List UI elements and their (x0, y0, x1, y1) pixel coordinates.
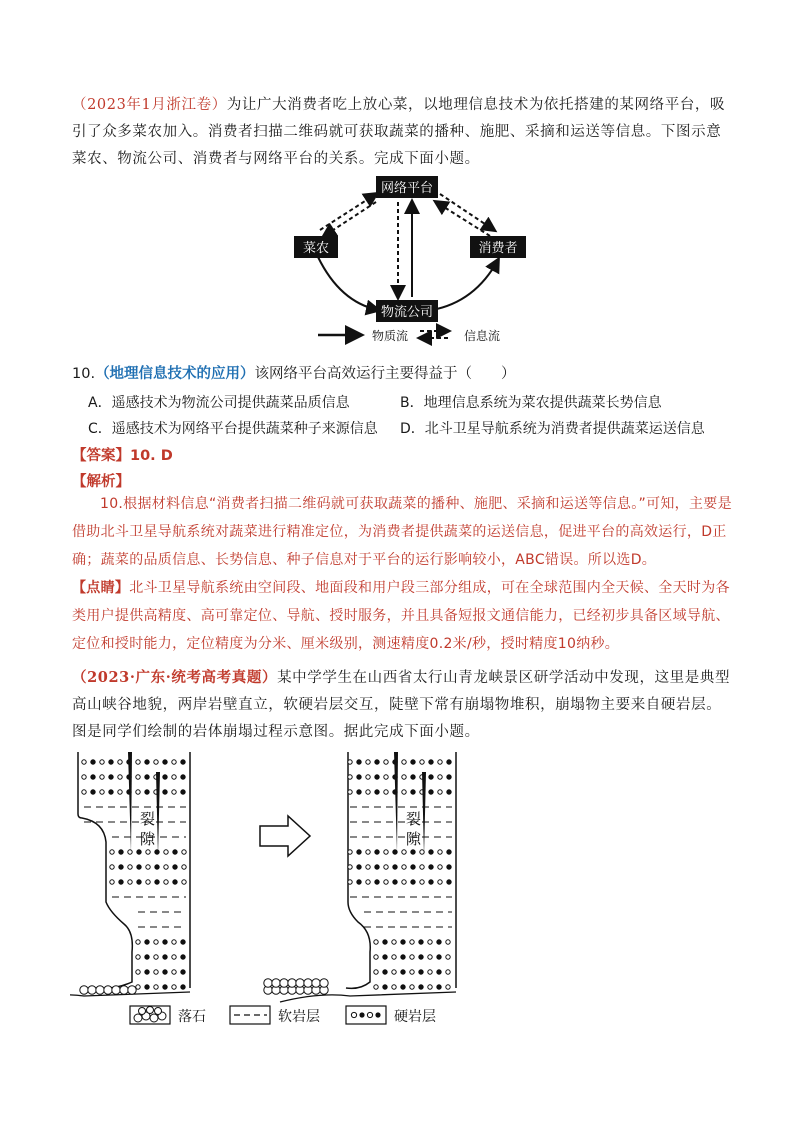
hard-rock-dot (173, 865, 177, 869)
hard-rock-dot (110, 865, 114, 869)
hard-rock-dot (172, 970, 176, 974)
option-c: C．遥感技术为网络平台提供蔬菜种子来源信息 (88, 421, 378, 437)
hard-rock-dot (181, 775, 185, 779)
hard-rock-dot (181, 940, 185, 944)
hard-rock-dot (429, 865, 433, 869)
rockfall-boulder (112, 986, 120, 994)
hard-rock-dot (348, 790, 352, 794)
hard-rock-dot (447, 880, 451, 884)
hard-rock-dot (145, 985, 149, 989)
hard-rock-dot (348, 865, 352, 869)
answer-value: 10. D (130, 448, 173, 464)
hard-rock-dot (401, 955, 405, 959)
hard-rock-dot (164, 880, 168, 884)
hard-rock-dot (357, 865, 361, 869)
hard-rock-dot (181, 985, 185, 989)
hard-rock-dot (446, 970, 450, 974)
rockfall-boulder (320, 979, 328, 987)
hard-rock-dot (164, 850, 168, 854)
info-flow-farmer-platform (320, 194, 376, 230)
hard-rock-dot (402, 775, 406, 779)
hard-rock-dot (411, 865, 415, 869)
hard-rock-dot (154, 760, 158, 764)
info-flow-platform-consumer (440, 194, 494, 230)
hard-rock-dot (447, 775, 451, 779)
legend-rockfall-text: 落石 (178, 1009, 206, 1025)
hard-rock-dot (348, 760, 352, 764)
hard-rock-dot (146, 850, 150, 854)
hard-rock-dot (392, 955, 396, 959)
hard-rock-dot (110, 880, 114, 884)
legend-info-text: 信息流 (464, 329, 501, 343)
hard-rock-dot (109, 760, 113, 764)
crack-label: 隙 (406, 830, 422, 848)
hard-rock-dot (374, 940, 378, 944)
crack-line (156, 772, 160, 856)
hard-rock-dot (438, 865, 442, 869)
legend-hard-text: 硬岩层 (394, 1009, 436, 1025)
hard-rock-dot (163, 790, 167, 794)
hard-rock-dot (119, 880, 123, 884)
hard-rock-dot (410, 985, 414, 989)
hard-rock-dot (109, 790, 113, 794)
hard-rock-dot (419, 940, 423, 944)
hard-rock-dot (366, 760, 370, 764)
hard-rock-dot (438, 850, 442, 854)
hard-rock-dot (357, 775, 361, 779)
hard-rock-dot (383, 955, 387, 959)
hard-rock-dot (145, 790, 149, 794)
answer-line (72, 444, 173, 465)
hard-rock-dot (393, 865, 397, 869)
rockfall-boulder (280, 979, 288, 987)
rockfall-boulder (264, 979, 272, 987)
hard-rock-dot (136, 940, 140, 944)
hard-rock-dot (82, 790, 86, 794)
hard-rock-dot (438, 880, 442, 884)
hard-rock-dot (429, 760, 433, 764)
hard-rock-dot (128, 850, 132, 854)
crack-label: 裂 (406, 810, 422, 828)
hard-rock-dot (119, 850, 123, 854)
hard-rock-dot (419, 985, 423, 989)
hard-rock-dot (182, 850, 186, 854)
hard-rock-dot (384, 790, 388, 794)
hard-rock-dot (357, 760, 361, 764)
hard-rock-dot (437, 955, 441, 959)
hard-rock-dot (137, 865, 141, 869)
hard-rock-dot (128, 865, 132, 869)
hard-rock-dot (401, 940, 405, 944)
hard-rock-dot (118, 790, 122, 794)
hard-rock-dot (429, 790, 433, 794)
hard-rock-dot (383, 970, 387, 974)
hard-rock-dot (384, 850, 388, 854)
hard-rock-dot (375, 865, 379, 869)
hard-rock-dot (182, 880, 186, 884)
hard-rock-dot (100, 775, 104, 779)
hard-rock-dot (429, 880, 433, 884)
hard-rock-dot (181, 760, 185, 764)
hard-rock-dot (438, 760, 442, 764)
option-b: B．地理信息系统为菜农提供蔬菜长势信息 (400, 395, 662, 411)
crack-line (394, 752, 398, 852)
hard-rock-dot (420, 760, 424, 764)
hard-rock-dot (374, 955, 378, 959)
legend-soft-symbol (230, 1006, 270, 1024)
node-logistics: 物流公司 (380, 305, 434, 320)
option-d: D．北斗卫星导航系统为消费者提供蔬菜运送信息 (400, 421, 705, 437)
hard-rock-dot (419, 955, 423, 959)
rock-collapse-diagram (70, 748, 470, 1038)
hard-rock-dot (163, 940, 167, 944)
cliff-face-line (346, 752, 370, 988)
hard-rock-dot (384, 760, 388, 764)
hard-rock-dot (401, 985, 405, 989)
hard-rock-dot (429, 850, 433, 854)
hard-rock-dot (384, 775, 388, 779)
hard-rock-dot (100, 790, 104, 794)
hard-rock-dot (374, 970, 378, 974)
hard-rock-dot (91, 775, 95, 779)
hard-rock-dot (447, 760, 451, 764)
hard-rock-dot (110, 850, 114, 854)
rockfall-boulder (304, 979, 312, 987)
hard-rock-dot (164, 865, 168, 869)
hard-rock-dot (419, 970, 423, 974)
hard-rock-dot (154, 970, 158, 974)
hard-rock-dot (163, 970, 167, 974)
option-a: A．遥感技术为物流公司提供蔬菜品质信息 (88, 395, 350, 411)
hard-rock-dot (181, 955, 185, 959)
hard-rock-dot (383, 940, 387, 944)
hard-rock-dot (375, 850, 379, 854)
hard-rock-dot (447, 850, 451, 854)
hard-rock-dot (447, 790, 451, 794)
hard-rock-dot (136, 775, 140, 779)
node-consumer: 消费者 (478, 241, 518, 256)
hard-rock-dot (348, 775, 352, 779)
hard-rock-dot (172, 775, 176, 779)
hard-rock-dot (137, 880, 141, 884)
hard-rock-dot (366, 790, 370, 794)
hard-rock-dot (392, 940, 396, 944)
hard-rock-dot (401, 970, 405, 974)
hard-rock-dot (154, 985, 158, 989)
hard-rock-dot (438, 790, 442, 794)
rockfall-boulder (88, 986, 96, 994)
hard-rock-dot (410, 940, 414, 944)
hard-rock-dot (172, 760, 176, 764)
legend-material-text: 物质流 (372, 329, 409, 343)
hard-rock-dot (348, 850, 352, 854)
hard-rock-dot (428, 970, 432, 974)
hard-rock-dot (375, 880, 379, 884)
hard-rock-dot (446, 985, 450, 989)
legend-hard-symbol (346, 1006, 386, 1024)
crack-label: 裂 (140, 810, 156, 828)
hard-rock-dot (411, 790, 415, 794)
hard-rock-dot (437, 940, 441, 944)
analysis-text: 10.根据材料信息“消费者扫描二维码就可获取蔬菜的播种、施肥、采摘和运送等信息。”可知，主要是借助北斗卫星导航系统对蔬菜进行精准定位，为消费者提供蔬菜的运送信息，促进平台的高效运行，D正确；蔬菜的品质信息、长势信息、种子信息对于平台的运行影响较小，ABC错误。所以选D。 (72, 496, 732, 568)
hard-rock-dot (119, 865, 123, 869)
hard-rock-dot (402, 760, 406, 764)
hard-rock-dot (420, 850, 424, 854)
question1-source: （2023年1月浙江卷） (72, 97, 227, 113)
hard-rock-dot (82, 775, 86, 779)
hard-rock-dot (411, 850, 415, 854)
hard-rock-dot (155, 865, 159, 869)
hard-rock-dot (91, 790, 95, 794)
rock-profile-before (70, 752, 190, 1002)
hard-rock-dot (374, 985, 378, 989)
legend-rockfall-symbol (130, 1006, 170, 1024)
rockfall-boulder (120, 986, 128, 994)
node-farmer: 菜农 (302, 241, 330, 256)
hard-rock-dot (145, 760, 149, 764)
question1-stem: 为让广大消费者吃上放心菜，以地理信息技术为依托搭建的某网络平台，吸引了众多菜农加入。消费者扫描二维码就可获取蔬菜的播种、施肥、采摘和运送等信息。下图示意菜农、物流公司、消费者与网络平台的关系。完成下面小题。 (72, 97, 726, 167)
hard-rock-dot (437, 970, 441, 974)
rockfall-boulder (296, 979, 304, 987)
hard-rock-dot (172, 955, 176, 959)
hard-rock-dot (402, 850, 406, 854)
hard-rock-dot (384, 865, 388, 869)
question10 (72, 362, 516, 383)
hard-rock-dot (182, 865, 186, 869)
hard-rock-dot (137, 850, 141, 854)
answer-label: 【答案】 (72, 448, 130, 464)
hard-rock-dot (100, 760, 104, 764)
question2-intro (72, 664, 732, 746)
hard-rock-dot (91, 760, 95, 764)
rock-profile-after (264, 752, 456, 1002)
hard-rock-dot (172, 790, 176, 794)
hard-rock-dot (146, 880, 150, 884)
hard-rock-dot (118, 775, 122, 779)
hard-rock-dot (402, 790, 406, 794)
rockfall-boulder (272, 979, 280, 987)
hard-rock-dot (420, 865, 424, 869)
hard-rock-dot (446, 940, 450, 944)
hard-rock-dot (154, 940, 158, 944)
hard-rock-dot (181, 970, 185, 974)
hard-rock-dot (109, 775, 113, 779)
hard-rock-dot (375, 790, 379, 794)
hard-rock-dot (447, 865, 451, 869)
hard-rock-dot (366, 850, 370, 854)
hard-rock-dot (146, 865, 150, 869)
hard-rock-dot (136, 955, 140, 959)
hard-rock-dot (384, 880, 388, 884)
hard-rock-dot (154, 955, 158, 959)
hard-rock-dot (366, 880, 370, 884)
hard-rock-dot (181, 790, 185, 794)
hard-rock-dot (163, 955, 167, 959)
hard-rock-dot (392, 970, 396, 974)
tip-label: 【点睛】 (72, 580, 130, 596)
hard-rock-dot (411, 880, 415, 884)
hard-rock-dot (428, 985, 432, 989)
hard-rock-dot (375, 775, 379, 779)
question1-intro (72, 92, 732, 173)
hard-rock-dot (383, 985, 387, 989)
hard-rock-dot (82, 760, 86, 764)
network-platform-diagram (280, 172, 540, 357)
rockfall-boulder (288, 979, 296, 987)
hard-rock-dot (393, 850, 397, 854)
hard-rock-dot (410, 955, 414, 959)
hard-rock-dot (155, 850, 159, 854)
hard-rock-dot (411, 760, 415, 764)
hard-rock-dot (375, 760, 379, 764)
rockfall-boulder (104, 986, 112, 994)
tip-block (72, 574, 736, 658)
hard-rock-dot (366, 775, 370, 779)
tip-text: 北斗卫星导航系统由空间段、地面段和用户段三部分组成，可在全球范围内全天候、全天时为各类用户提供高精度、高可靠定位、导航、授时服务，并且具备短报文通信能力，已经初步具备区域导航、定位和授时能力，定位精度为分米、厘米级别，测速精度0.2米/秒，授时精度10纳秒。 (72, 580, 730, 652)
hard-rock-dot (173, 850, 177, 854)
hard-rock-dot (163, 760, 167, 764)
hard-rock-dot (172, 985, 176, 989)
hard-rock-dot (366, 865, 370, 869)
analysis-label: 【解析】 (72, 474, 130, 490)
question2-stem: 某中学学生在山西省太行山青龙峡景区研学活动中发现，这里是典型高山峡谷地貌，两岸岩壁直立，软硬岩层交互，陡壁下常有崩塌物堆积，崩塌物主要来自硬岩层。图是同学们绘制的岩体崩塌过程示意图。据此完成下面小题。 (72, 670, 731, 740)
hard-rock-dot (357, 880, 361, 884)
crack-label: 隙 (140, 830, 156, 848)
hard-rock-dot (136, 970, 140, 974)
hard-rock-dot (136, 790, 140, 794)
material-flow-farmer-to-logistics (318, 257, 378, 310)
rockfall-boulder (312, 979, 320, 987)
hard-rock-dot (428, 940, 432, 944)
hard-rock-dot (357, 790, 361, 794)
rockfall-boulder (128, 986, 136, 994)
material-flow-logistics-to-consumer (432, 260, 498, 310)
hard-rock-dot (402, 865, 406, 869)
hard-rock-dot (145, 940, 149, 944)
question10-text: 该网络平台高效运行主要得益于（ ） (254, 366, 516, 382)
hard-rock-dot (411, 775, 415, 779)
hard-rock-dot (136, 760, 140, 764)
rockfall-boulder (80, 986, 88, 994)
crack-line (422, 772, 426, 856)
hard-rock-dot (402, 880, 406, 884)
hard-rock-dot (428, 955, 432, 959)
hard-rock-dot (145, 955, 149, 959)
node-platform: 网络平台 (380, 181, 434, 196)
legend-soft-text: 软岩层 (278, 1009, 320, 1025)
hard-rock-dot (172, 940, 176, 944)
hard-rock-dot (163, 985, 167, 989)
hard-rock-dot (392, 985, 396, 989)
hard-rock-dot (357, 850, 361, 854)
hard-rock-dot (438, 775, 442, 779)
hard-rock-dot (145, 970, 149, 974)
hard-rock-dot (163, 775, 167, 779)
hard-rock-dot (437, 985, 441, 989)
question10-topic: （地理信息技术的应用） (95, 366, 255, 382)
hard-rock-dot (410, 970, 414, 974)
hard-rock-dot (348, 880, 352, 884)
hard-rock-dot (420, 880, 424, 884)
rockfall-boulder (96, 986, 104, 994)
hard-rock-dot (145, 775, 149, 779)
hard-rock-dot (128, 880, 132, 884)
hard-rock-dot (429, 775, 433, 779)
hard-rock-dot (118, 760, 122, 764)
question10-number: 10. (72, 366, 96, 382)
hard-rock-dot (393, 880, 397, 884)
hard-rock-dot (446, 955, 450, 959)
process-arrow (260, 816, 310, 856)
hard-rock-dot (155, 880, 159, 884)
hard-rock-dot (173, 880, 177, 884)
question2-source: （2023·广东·统考高考真题） (72, 669, 278, 686)
